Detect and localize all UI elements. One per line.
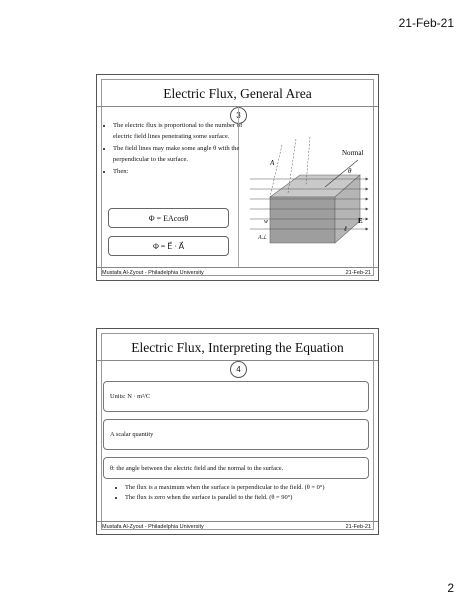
- footer-rule: [97, 267, 378, 268]
- flux-equation-vector: Φ = E⃗ · A⃗: [108, 236, 229, 256]
- slide-number-badge: 4: [230, 361, 247, 378]
- bullet-list: [103, 121, 246, 180]
- theta-box: [103, 457, 369, 479]
- surface-front: [270, 197, 335, 243]
- page-date: 21-Feb-21: [398, 16, 454, 30]
- length-label: ℓ: [344, 225, 347, 233]
- slide-number-badge: 3: [230, 107, 247, 124]
- slide-4: [96, 328, 379, 535]
- e-field-label: E⃗: [358, 217, 369, 225]
- angle-label: θ: [348, 167, 352, 175]
- scalar-text: A scalar quantity: [110, 431, 154, 438]
- sub-bullet-item: • The flux is a maximum when the surface is perpendicular to the field. (θ = 0°): [125, 483, 375, 493]
- slide-3: [96, 74, 379, 281]
- scalar-box: [103, 419, 369, 450]
- units-text: Units: N · m²/C: [110, 393, 151, 400]
- sub-bullet-list: [117, 483, 375, 503]
- footer-author: Mustafa Al-Zyout - Philadelphia University: [102, 270, 204, 276]
- footer-rule: [97, 521, 378, 522]
- slide-title: Electric Flux, Interpreting the Equation: [131, 340, 344, 355]
- bullet-item: • The electric flux is proportional to the number of electric field lines penetrating some surface.: [113, 121, 246, 142]
- bullet-item: • The field lines may make some angle θ with the perpendicular to the surface.: [113, 144, 246, 165]
- area-perp-label: A⊥: [258, 235, 267, 241]
- bullet-item: • Then:: [113, 167, 246, 178]
- flux-equation-scalar: Φ = EAcosθ: [108, 208, 229, 228]
- theta-text: θ: the angle between the electric field and the normal to the surface.: [110, 464, 284, 472]
- units-box: [103, 381, 369, 412]
- normal-label: Normal: [342, 149, 364, 157]
- slide-title: Electric Flux, General Area: [163, 86, 312, 101]
- area-label: A: [270, 159, 275, 167]
- footer-author: Mustafa Al-Zyout - Philadelphia University: [102, 524, 204, 530]
- page-number: 2: [447, 581, 454, 595]
- w-label: w: [264, 219, 269, 225]
- footer-date: 21-Feb-21: [345, 270, 371, 276]
- flux-surface-figure: [240, 115, 376, 265]
- sub-bullet-item: • The flux is zero when the surface is parallel to the field. (θ = 90°): [125, 493, 375, 503]
- footer-date: 21-Feb-21: [345, 524, 371, 530]
